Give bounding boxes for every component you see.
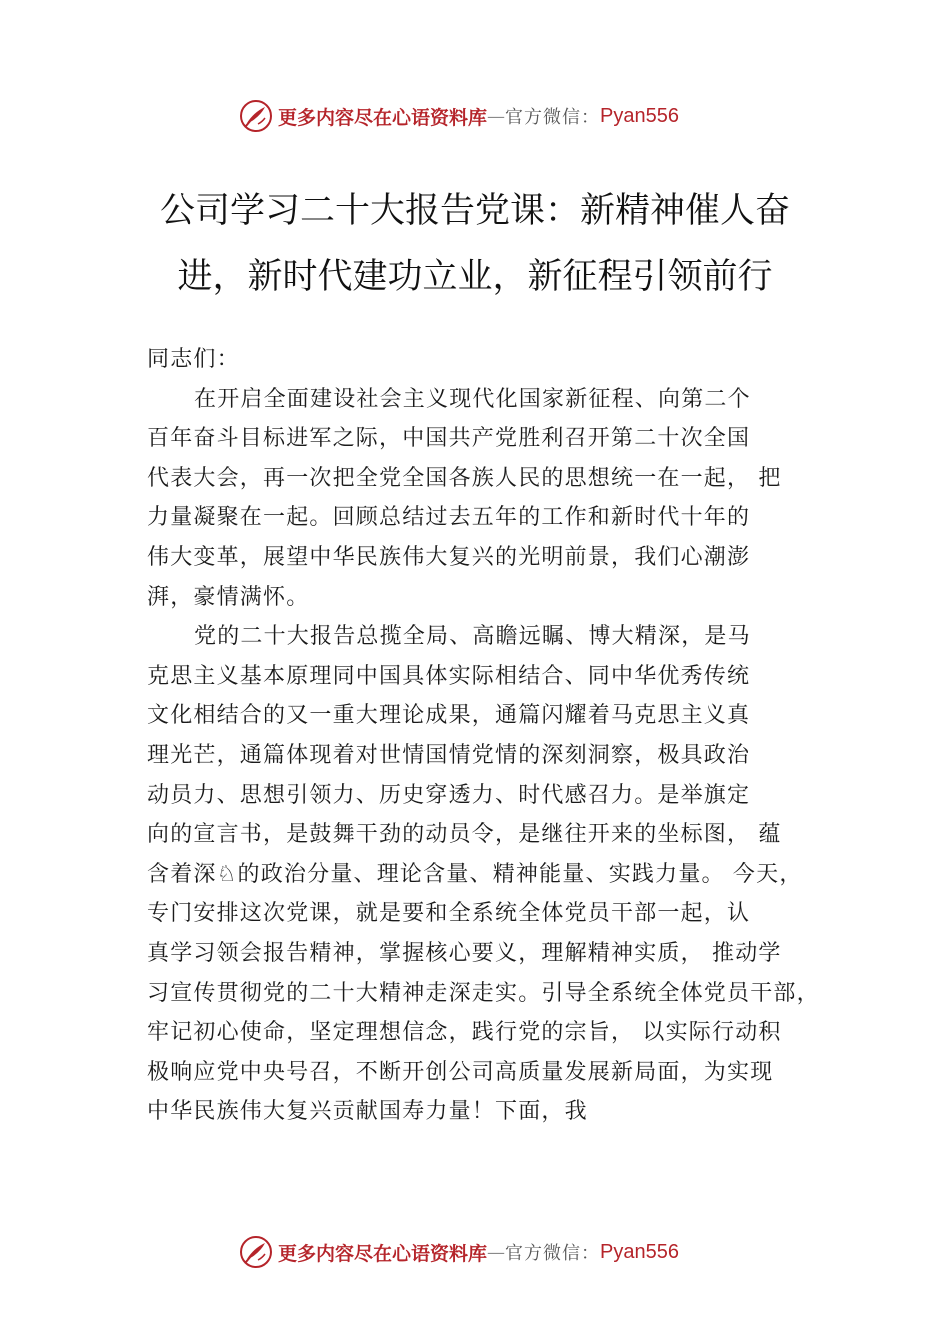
paragraph-2-line: 克思主义基本原理同中国具体实际相结合、同中华优秀传统 <box>147 663 751 689</box>
banner-dash: — <box>487 1241 506 1263</box>
footer-banner <box>238 1232 679 1272</box>
document-body <box>147 340 837 1132</box>
banner-wechat-label: 官方微信： <box>505 107 601 128</box>
banner-wechat-id: Pyan556 <box>600 104 679 127</box>
paragraph-2-line: 党的二十大报告总揽全局、高瞻远瞩、博大精深，是马 <box>194 624 751 650</box>
paragraph-2-line: 含着深♘的政治分量、理论含量、精神能量、实践力量。 今天， <box>147 861 803 887</box>
paragraph-1-line: 力量凝聚在一起。回顾总结过去五年的工作和新时代十年的 <box>147 505 751 531</box>
paragraph-1-line: 伟大变革，展望中华民族伟大复兴的光明前景，我们心潮澎 <box>147 544 751 570</box>
paragraph-2-line: 向的宣言书，是鼓舞干劲的动员令，是继往开来的坐标图， 蕴 <box>147 822 782 848</box>
paragraph-2-line: 中华民族伟大复兴贡献国寿力量！下面，我 <box>147 1099 588 1125</box>
banner-brand: 更多内容尽在心语资料库 <box>278 106 488 129</box>
pen-logo-icon <box>238 98 274 134</box>
banner-dash: — <box>487 105 506 127</box>
paragraph-1-line: 湃，豪情满怀。 <box>147 584 310 610</box>
paragraph-1-line: 在开启全面建设社会主义现代化国家新征程、向第二个 <box>194 386 751 412</box>
header-banner <box>238 96 679 136</box>
paragraph-2-line: 牢记初心使命，坚定理想信念，践行党的宗旨， 以实际行动积 <box>147 1020 782 1046</box>
title-line-1: 公司学习二十大报告党课：新精神催人奋 <box>159 191 790 231</box>
paragraph-2-line: 真学习领会报告精神，掌握核心要义，理解精神实质， 推动学 <box>147 940 782 966</box>
title-line-2: 进，新时代建功立业，新征程引领前行 <box>177 257 773 297</box>
pen-logo-icon <box>238 1234 274 1270</box>
paragraph-2-line: 动员力、思想引领力、历史穿透力、时代感召力。是举旗定 <box>147 782 751 808</box>
paragraph-2-line: 文化相结合的又一重大理论成果，通篇闪耀着马克思主义真 <box>147 703 751 729</box>
paragraph-2-line: 专门安排这次党课，就是要和全系统全体党员干部一起，认 <box>147 901 751 927</box>
document-title <box>100 178 850 310</box>
salutation: 同志们： <box>147 347 240 372</box>
paragraph-1-line: 百年奋斗目标进军之际，中国共产党胜利召开第二十次全国 <box>147 426 751 452</box>
paragraph-2-line: 极响应党中央号召，不断开创公司高质量发展新局面，为实现 <box>147 1059 774 1085</box>
banner-wechat-id: Pyan556 <box>600 1240 679 1263</box>
banner-brand: 更多内容尽在心语资料库 <box>278 1242 488 1265</box>
paragraph-1-line: 代表大会，再一次把全党全国各族人民的思想统一在一起， 把 <box>147 465 782 491</box>
paragraph-2-line: 习宣传贯彻党的二十大精神走深走实。引导全系统全体党员干部， <box>147 980 820 1006</box>
banner-wechat-label: 官方微信： <box>505 1243 601 1264</box>
paragraph-2-line: 理光芒，通篇体现着对世情国情党情的深刻洞察，极具政治 <box>147 742 751 768</box>
